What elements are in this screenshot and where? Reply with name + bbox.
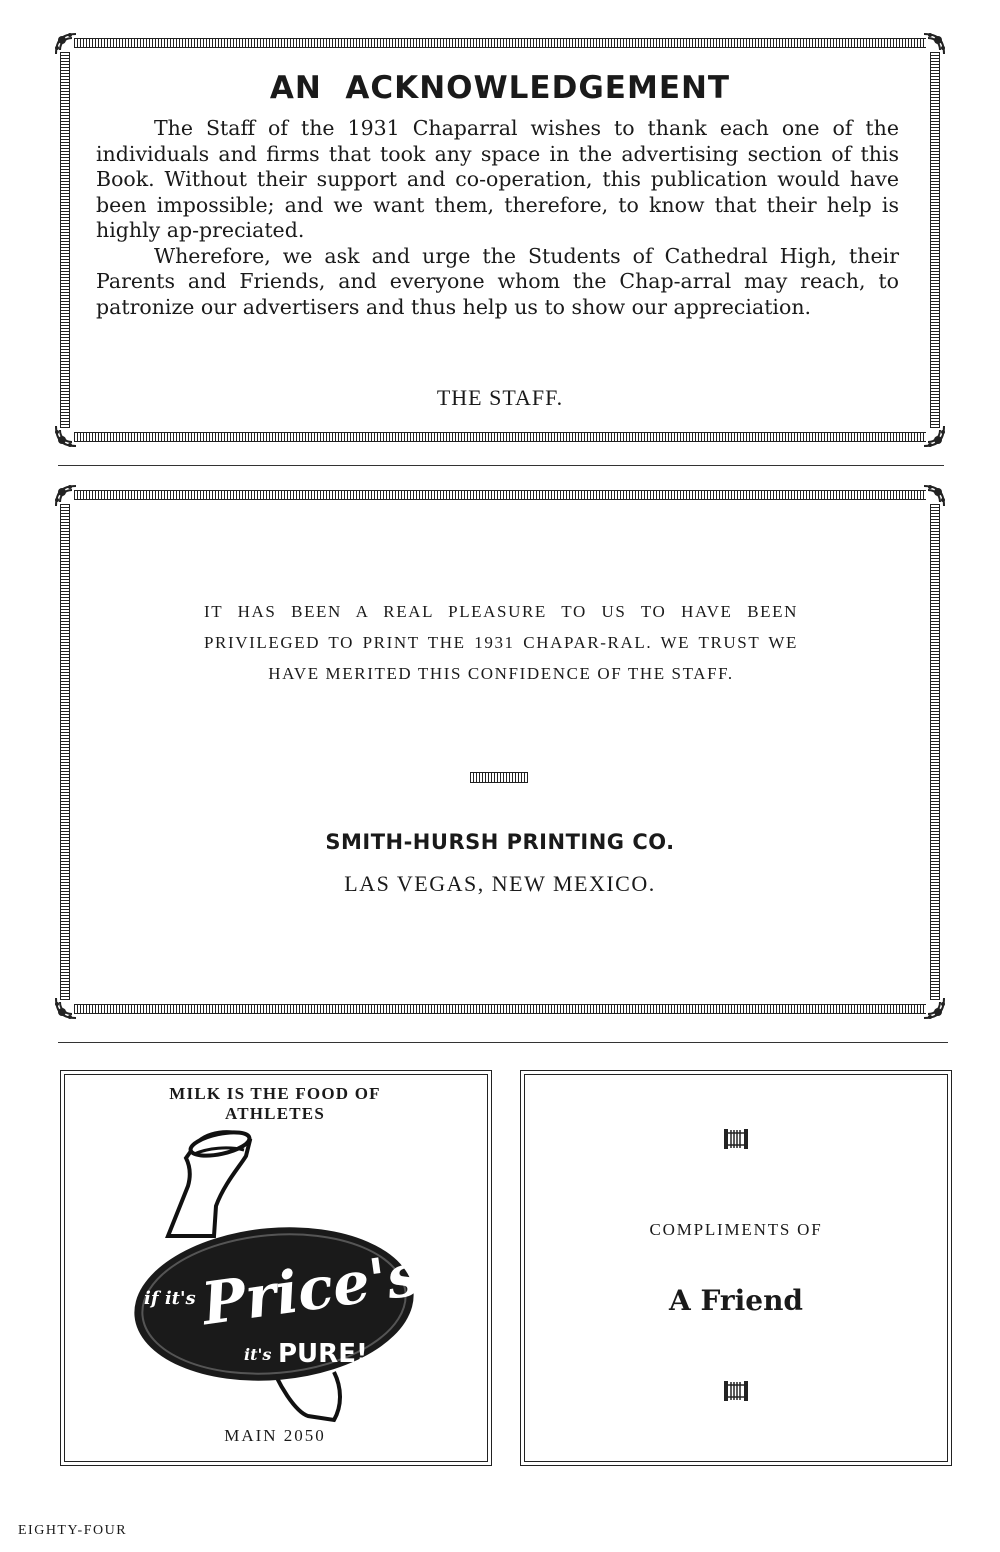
ad-border <box>64 1461 488 1462</box>
logo-brand: Price's <box>197 1240 424 1339</box>
ad-border <box>491 1070 492 1466</box>
logo-pure: PURE! <box>278 1339 368 1369</box>
ornament-divider-icon <box>470 772 528 783</box>
corner-ornament-icon <box>52 482 80 510</box>
ad-border <box>520 1070 952 1071</box>
ad-border <box>524 1461 948 1462</box>
spool-ornament-icon <box>723 1128 749 1150</box>
acknowledgement-body <box>96 116 899 320</box>
corner-ornament-icon <box>920 30 948 58</box>
logo-its: it's <box>244 1345 272 1364</box>
corner-ornament-icon <box>52 994 80 1022</box>
ad-border <box>524 1074 948 1075</box>
milk-bottle-logo <box>128 1126 428 1426</box>
frame-border-left <box>60 52 70 428</box>
acknowledgement-paragraph: The Staff of the 1931 Chaparral wishes to thank each one of the individuals and firms that took any space in the advertising section of this Book. Without their support and co-operation, this publication would have been impossible; and we want them, therefore, to know that their help is highly ap-preciated. <box>96 116 899 242</box>
corner-ornament-icon <box>920 422 948 450</box>
frame-border-bottom <box>74 432 926 442</box>
ad-border <box>60 1070 492 1071</box>
corner-ornament-icon <box>52 30 80 58</box>
compliments-of: COMPLIMENTS OF <box>649 1220 823 1239</box>
section-divider <box>58 1042 948 1043</box>
corner-ornament-icon <box>920 994 948 1022</box>
ad-border <box>60 1070 61 1466</box>
spool-ornament-icon <box>723 1380 749 1402</box>
frame-border-right <box>930 52 940 428</box>
milk-ad-phone: MAIN 2050 <box>224 1426 326 1445</box>
ad-border <box>60 1465 492 1466</box>
logo-if-its: if it's <box>144 1288 196 1309</box>
corner-ornament-icon <box>920 482 948 510</box>
printer-company: SMITH-HURSH PRINTING CO. <box>325 830 675 854</box>
frame-border-top <box>74 490 926 500</box>
frame-border-bottom <box>74 1004 926 1014</box>
ad-border <box>524 1074 525 1462</box>
page-number: EIGHTY-FOUR <box>18 1523 128 1538</box>
ad-border <box>520 1070 521 1466</box>
printer-ad-frame <box>52 482 948 1022</box>
frame-border-top <box>74 38 926 48</box>
frame-border-right <box>930 504 940 1000</box>
friend-name: A Friend <box>669 1284 803 1317</box>
ad-border <box>520 1465 952 1466</box>
ad-border <box>951 1070 952 1466</box>
corner-ornament-icon <box>52 422 80 450</box>
acknowledgement-title: AN ACKNOWLEDGEMENT <box>269 70 731 106</box>
section-divider <box>58 465 944 466</box>
frame-border-left <box>60 504 70 1000</box>
printer-message: IT HAS BEEN A REAL PLEASURE TO US TO HAVE BEEN PRIVILEGED TO PRINT THE 1931 CHAPAR-RAL. WE TRUST WE HAVE MERITED THIS CONFIDENCE OF THE STAFF. <box>204 602 798 683</box>
acknowledgement-signature: THE STAFF. <box>436 385 564 410</box>
ad-border <box>64 1074 65 1462</box>
printer-location: LAS VEGAS, NEW MEXICO. <box>344 871 656 896</box>
ad-border <box>487 1074 488 1462</box>
milk-ad-headline: MILK IS THE FOOD OF ATHLETES <box>169 1084 381 1123</box>
ad-border <box>947 1074 948 1462</box>
ad-border <box>64 1074 488 1075</box>
acknowledgement-paragraph: Wherefore, we ask and urge the Students of Cathedral High, their Parents and Friends, and everyone whom the Chap-arral may reach, to patronize our advertisers and thus help us to show our appreciation. <box>96 243 899 319</box>
